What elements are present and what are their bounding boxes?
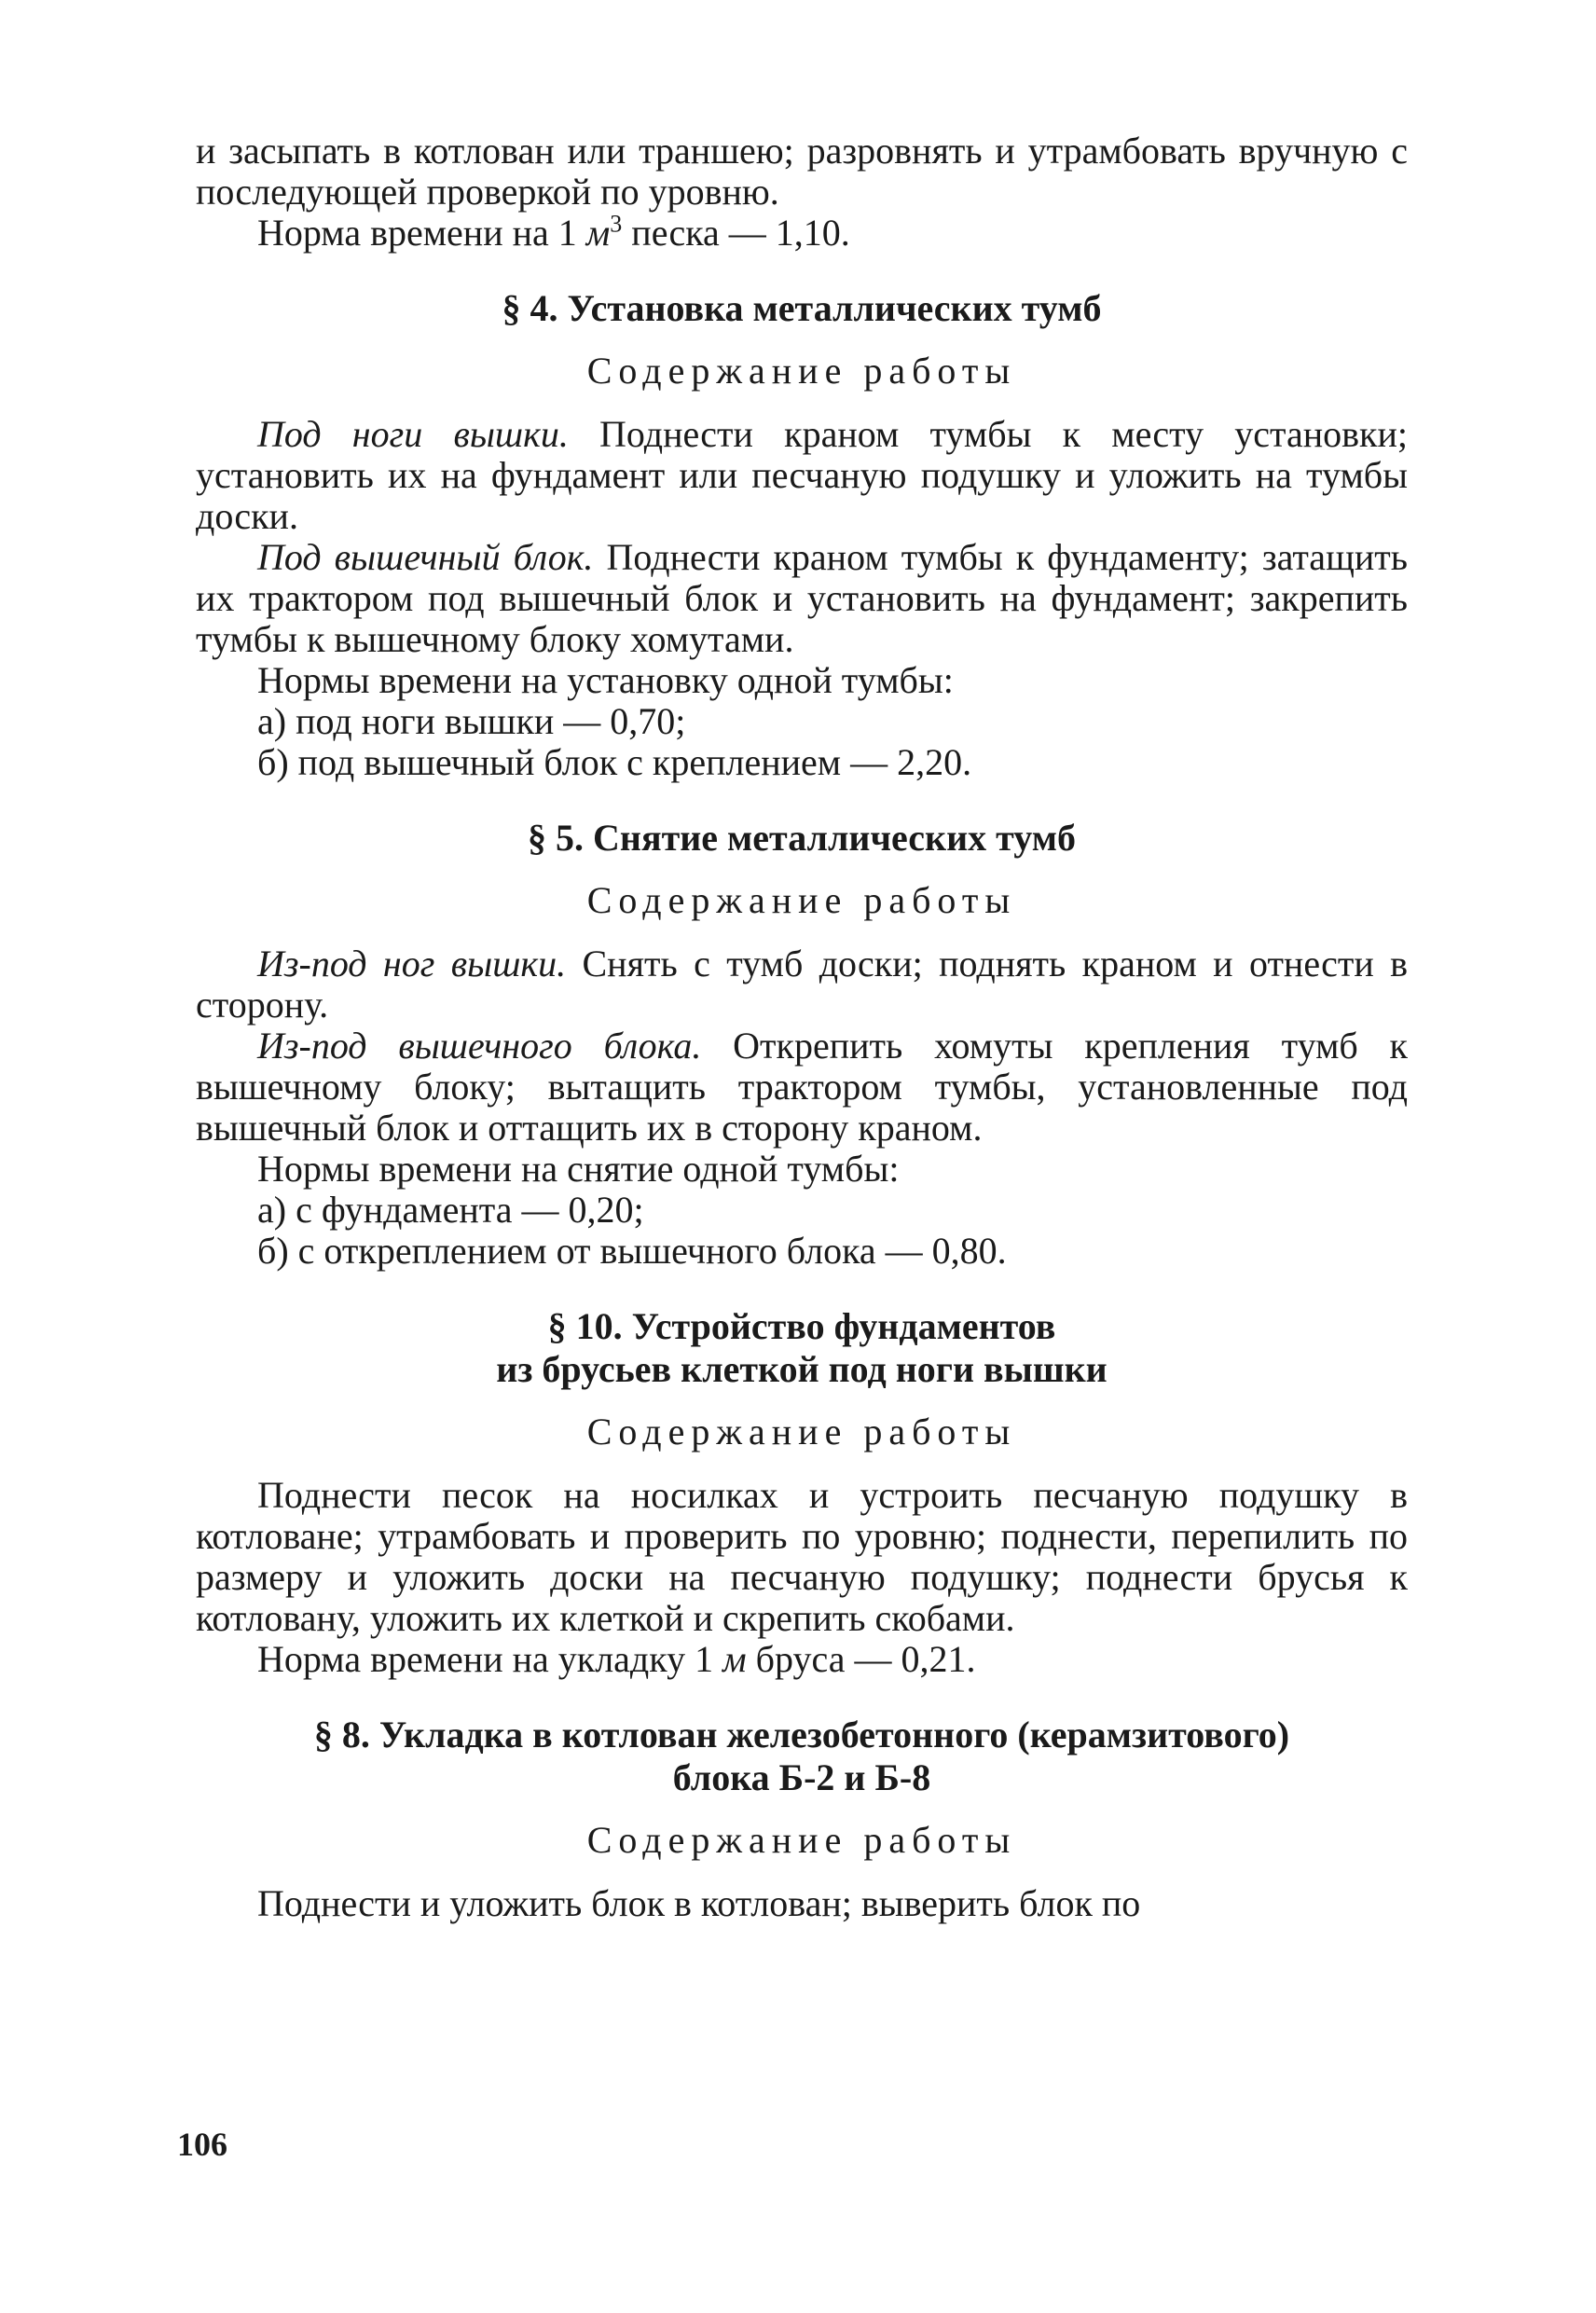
- section-4-item-b: б) под вышечный блок с креплением — 2,20.: [257, 741, 972, 783]
- section-4-paragraph-2: [196, 537, 1408, 660]
- section-4-p2-text: Поднести краном тумбы к фундаменту; затащить их трактором под вышечный блок и установить на фундамент; закрепить тумбы к вышечному блоку хомутами.: [196, 536, 1408, 660]
- section-10-paragraph-1: Поднести песок на носилках и устроить песчаную подушку в котловане; утрамбовать и проверить по уровню; поднести, перепилить по размеру и уложить доски на песчаную подушку; поднести брусья к котловану, уложить их клеткой и скрепить скобами.: [196, 1474, 1408, 1639]
- page-number: 106: [177, 2126, 227, 2163]
- section-4-p1-label: Под ноги вышки.: [257, 413, 569, 455]
- section-8-paragraph-1: Поднести и уложить блок в котлован; выверить блок по: [257, 1882, 1141, 1924]
- section-10-title-line-2: из брусьев клеткой под ноги вышки: [496, 1348, 1108, 1390]
- section-4-title: § 4. Установка металлических тумб: [502, 287, 1102, 329]
- section-10-norm-suffix: бруса — 0,21.: [746, 1638, 976, 1680]
- intro-norm-unit: м: [585, 212, 611, 254]
- section-5-subtitle: Содержание работы: [586, 879, 1017, 921]
- section-10-title-line-1: § 10. Устройство фундаментов: [547, 1305, 1056, 1347]
- intro-norm-sup: 3: [610, 210, 623, 238]
- intro-norm-prefix: Норма времени на 1: [257, 212, 586, 254]
- section-10-norm-prefix: Норма времени на укладку 1: [257, 1638, 723, 1680]
- intro-norm: [196, 210, 1408, 254]
- section-10-norm: [196, 1639, 1408, 1680]
- section-4-paragraph-1: [196, 414, 1408, 537]
- section-5-item-a: а) с фундамента — 0,20;: [257, 1189, 644, 1231]
- section-5-title: § 5. Снятие металлических тумб: [528, 817, 1076, 859]
- section-10-subtitle: Содержание работы: [586, 1411, 1017, 1453]
- section-5-p1-label: Из-под ног вышки.: [257, 943, 567, 984]
- intro-norm-suffix: песка — 1,10.: [622, 212, 850, 254]
- section-5-item-b: б) с откреплением от вышечного блока — 0,80.: [257, 1230, 1007, 1272]
- section-10-norm-unit: м: [722, 1638, 747, 1680]
- section-5-p2-text: Открепить хомуты крепления тумб к вышечному блоку; вытащить трактором тумбы, установленные под вышечный блок и оттащить их в сторону краном.: [196, 1025, 1408, 1149]
- section-8-title-line-1: § 8. Укладка в котлован железобетонного (керамзитового): [313, 1714, 1290, 1755]
- section-5-norms-heading: Нормы времени на снятие одной тумбы:: [257, 1148, 900, 1190]
- section-5-paragraph-1: [196, 943, 1408, 1026]
- section-5-p1-text: Снять с тумб доски; поднять краном и отнести в сторону.: [196, 943, 1408, 1026]
- page-body: [196, 131, 1408, 1924]
- section-4-p2-label: Под вышечный блок.: [257, 536, 594, 578]
- section-4-subtitle: Содержание работы: [586, 350, 1017, 392]
- section-8-title-line-2: блока Б-2 и Б-8: [672, 1756, 931, 1798]
- section-5-p2-label: Из-под вышечного блока.: [257, 1025, 702, 1067]
- section-8-subtitle: Содержание работы: [586, 1819, 1017, 1861]
- section-4-norms-heading: Нормы времени на установку одной тумбы:: [257, 659, 954, 701]
- section-5-paragraph-2: [196, 1026, 1408, 1149]
- section-4-item-a: а) под ноги вышки — 0,70;: [257, 700, 686, 742]
- section-4-p1-text: Поднести краном тумбы к месту установки; установить их на фундамент или песчаную подушку и уложить на тумбы доски.: [196, 413, 1408, 537]
- intro-paragraph: и засыпать в котлован или траншею; разровнять и утрамбовать вручную с последующей проверкой по уровню.: [196, 130, 1408, 213]
